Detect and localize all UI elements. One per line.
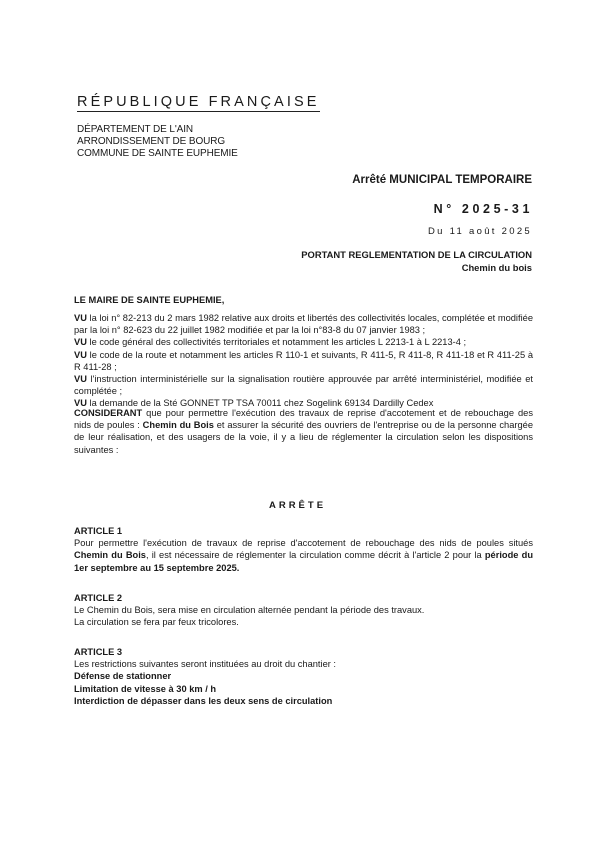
commune-line: COMMUNE DE SAINTE EUPHEMIE: [77, 148, 238, 159]
article-title: ARTICLE 3: [74, 647, 123, 657]
departement-line: DÉPARTEMENT DE L'AIN: [77, 124, 194, 135]
article-title: ARTICLE 2: [74, 593, 123, 603]
republique-francaise-heading: RÉPUBLIQUE FRANÇAISE: [77, 94, 320, 110]
restriction-item: Défense de stationner: [74, 671, 172, 682]
arrete-date: Du 11 août 2025: [427, 226, 532, 237]
maire-heading: LE MAIRE DE SAINTE EUPHEMIE,: [74, 295, 225, 305]
article-1: ARTICLE 1 Pour permettre l'exécution de travaux de reprise d'accotement de rebouchage des nids de poules situés Chemin du Bois, il est nécessaire de réglementer la circulation comme décrit à l'article 2 pour la période du 1er septembre au 15 septembre 2025.: [74, 526, 533, 573]
arrondissement-line: ARRONDISSEMENT DE BOURG: [77, 136, 226, 147]
considerant-paragraph: CONSIDERANT que pour permettre l'exécution des travaux de reprise d'accotement et de rebouchage des nids de poules : Chemin du Bois et assurer la sécurité des ouvriers de l'entreprise ou de la personne chargée de leur réalisation, et des usagers de la voie, il y a lieu de réglementer la circulation selon les dispositions suivantes :: [74, 408, 534, 455]
restriction-item: Interdiction de dépasser dans les deux sens de circulation: [74, 695, 333, 706]
vu-item: VU la demande de la Sté GONNET TP TSA 70011 chez Sogelink 69134 Dardilly Cedex: [74, 398, 434, 409]
administrative-block: [77, 124, 238, 160]
article-2: ARTICLE 2 Le Chemin du Bois, sera mise en circulation alternée pendant la période des travaux. La circulation se fera par feux tricolores.: [74, 592, 533, 629]
arrete-subject: PORTANT REGLEMENTATION DE LA CIRCULATION: [301, 249, 532, 260]
arrete-title: Arrêté MUNICIPAL TEMPORAIRE: [352, 174, 532, 186]
restriction-item: Limitation de vitesse à 30 km / h: [74, 683, 217, 694]
vu-item: VU l'instruction interministérielle sur la signalisation routière approuvée par arrêté interministériel, modifiée et complétée ;: [74, 374, 533, 397]
vu-item: VU la loi n° 82-213 du 2 mars 1982 relative aux droits et libertés des collectivités locales, complétée et modifiée par la loi n° 82-623 du 22 juillet 1982 modifiée et par la loi n°83-8 du 07 janvier 1983 ;: [74, 313, 533, 336]
arrete-location: Chemin du bois: [461, 262, 532, 273]
vu-item: VU le code général des collectivités territoriales et notamment les articles L 2213-1 à L 2213-4 ;: [74, 337, 467, 348]
article-title: ARTICLE 1: [74, 526, 123, 536]
article-3: ARTICLE 3 Les restrictions suivantes seront instituées au droit du chantier : Défense de stationner Limitation de vitesse à 30 km / h Interdiction de dépasser dans les deux sens de circulation: [74, 646, 533, 707]
arrete-number: N° 2025-31: [433, 202, 533, 216]
vu-item: VU le code de la route et notamment les articles R 110-1 et suivants, R 411-5, R 411-8, R 411-18 et R 411-25 à R 411-28 ;: [74, 349, 533, 372]
vu-list: [74, 312, 533, 410]
arrete-heading: ARRÊTE: [268, 500, 327, 511]
